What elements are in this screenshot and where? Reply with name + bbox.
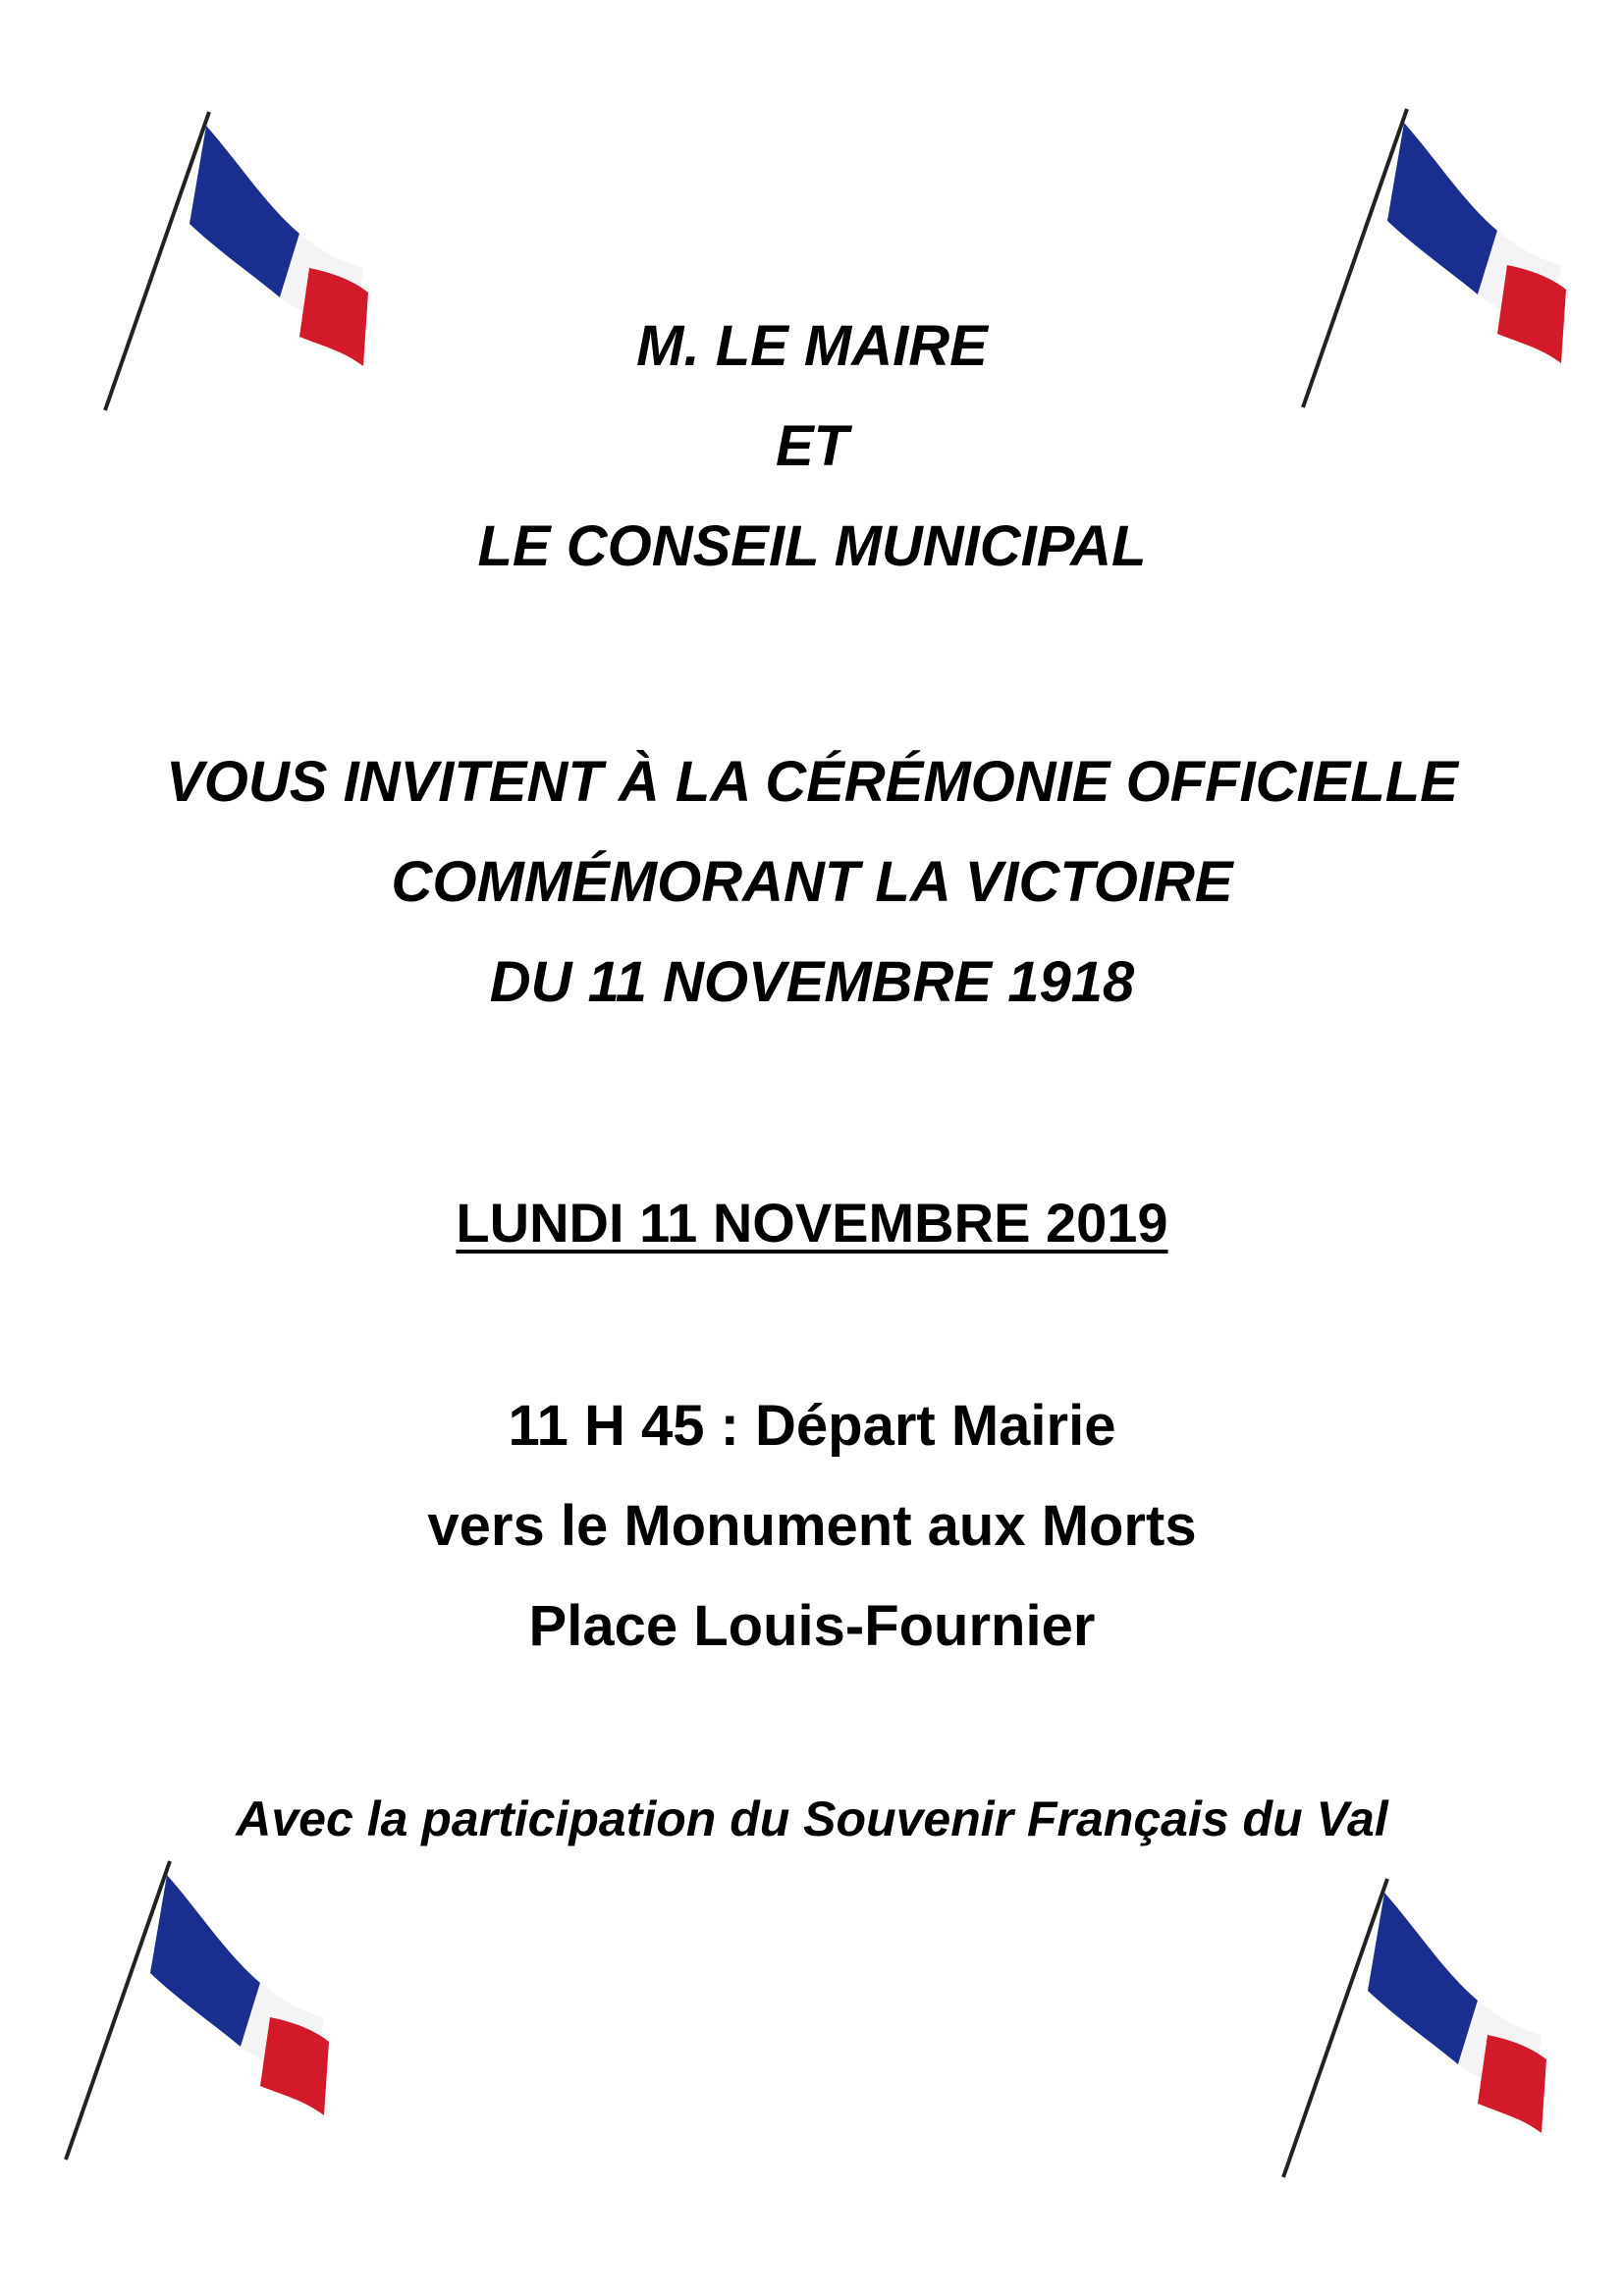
heading-and: ET	[775, 414, 849, 478]
program-line-2: vers le Monument aux Morts	[427, 1494, 1197, 1558]
heading-council: LE CONSEIL MUNICIPAL	[477, 514, 1147, 578]
program-line-1: 11 H 45 : Départ Mairie	[508, 1394, 1116, 1458]
french-flag-icon-graphic	[54, 1855, 339, 2169]
invitation-line-2: COMMÉMORANT LA VICTOIRE	[391, 850, 1233, 914]
program-line-3: Place Louis-Fournier	[528, 1594, 1096, 1658]
invitation-line-1: VOUS INVITENT À LA CÉRÉMONIE OFFICIELLE	[166, 750, 1458, 814]
french-flag-icon	[54, 1855, 339, 2169]
french-flag-icon-graphic	[1272, 1873, 1556, 2187]
heading-mayor: M. LE MAIRE	[636, 314, 988, 378]
event-date: LUNDI 11 NOVEMBRE 2019	[456, 1192, 1168, 1254]
participation-credit: Avec la participation du Souvenir Français du Val	[236, 1791, 1388, 1846]
invitation-line-3: DU 11 NOVEMBRE 1918	[489, 950, 1135, 1014]
french-flag-icon	[1272, 1873, 1556, 2187]
